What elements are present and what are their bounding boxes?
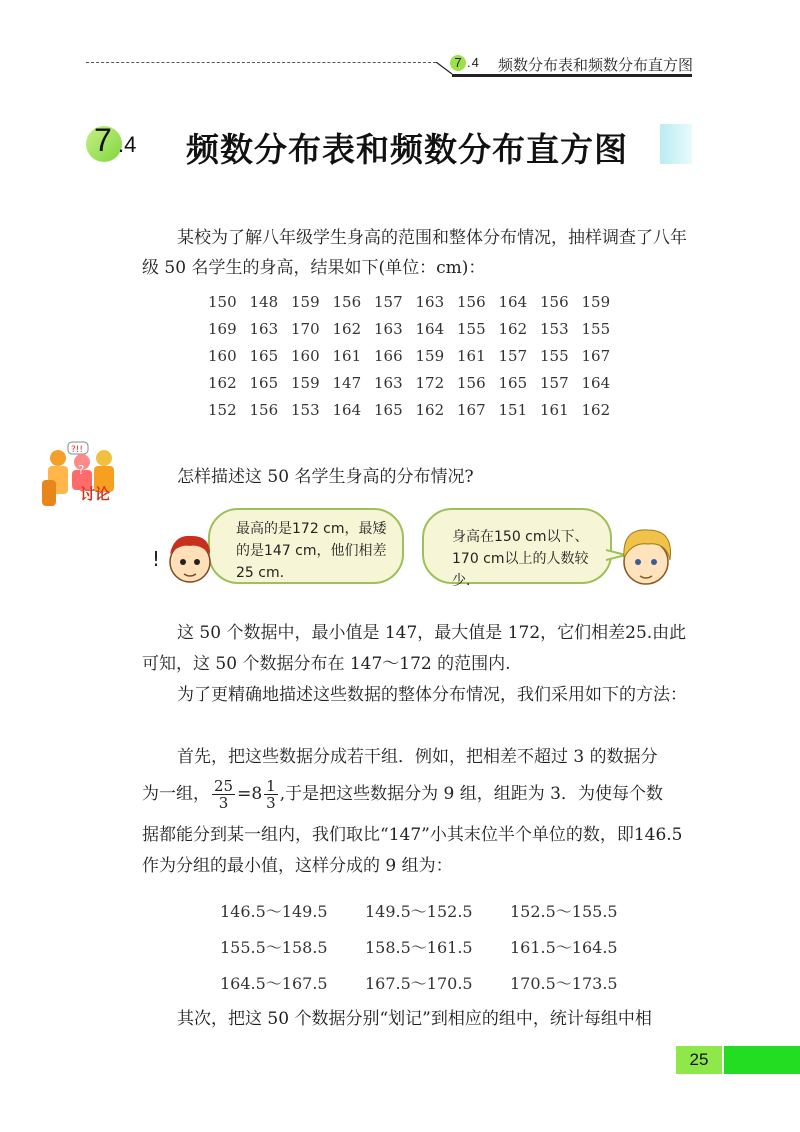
header-title: 频数分布表和频数分布直方图 [498,56,694,74]
height-value: 153 [291,400,320,419]
height-value: 163 [415,292,445,311]
height-value: 165 [374,400,403,419]
height-value: 156 [457,373,486,392]
height-value: 161 [457,346,486,365]
svg-text:!: ! [152,547,161,571]
speech-bubble-left: 最高的是172 cm，最矮的是147 cm，他们相差25 cm. [208,508,404,584]
header-section-number-rest: .4 [467,55,480,70]
table-row [208,315,623,342]
height-value: 156 [540,292,569,311]
height-value: 159 [415,346,445,365]
kid-icon [614,518,678,596]
group-interval: 170.5～173.5 [510,973,618,993]
height-value: 162 [208,373,237,392]
height-value: 160 [291,346,320,365]
height-value: 165 [249,373,279,392]
height-value: 169 [208,319,237,338]
group-interval: 155.5～158.5 [220,937,328,957]
height-value: 163 [374,373,403,392]
height-data-table [208,288,623,423]
height-value: 155 [581,319,611,338]
group-interval: 164.5～167.5 [220,973,328,993]
height-value: 161 [332,346,362,365]
height-value: 150 [208,292,237,311]
height-value: 148 [249,292,279,311]
group-interval: 161.5～164.5 [510,937,618,957]
paragraph-range: 这 50 个数据中，最小值是 147，最大值是 172，它们相差25.由此可知，这 50 个数据分布在 147～172 的范围内. [142,623,687,674]
group-intervals-table [220,892,655,1000]
height-value: 162 [498,319,528,338]
height-value: 159 [581,292,611,311]
section-number-rest: .4 [118,132,137,157]
group-interval: 167.5～170.5 [365,973,473,993]
paragraph-grouping-fraction-line [142,774,702,814]
height-value: 161 [540,400,569,419]
height-value: 164 [415,319,445,338]
section-title: 频数分布表和频数分布直方图 [186,130,628,169]
height-value: 157 [374,292,403,311]
height-value: 163 [249,319,279,338]
height-value: 165 [498,373,528,392]
height-value: 167 [457,400,486,419]
height-value: 157 [540,373,569,392]
table-row [208,396,623,423]
header-section-number: 7 [450,55,466,71]
height-value: 155 [457,319,486,338]
thinking-kid-icon [150,520,214,592]
height-value: 160 [208,346,237,365]
height-value: 152 [208,400,237,419]
section-number: 7 [94,122,112,158]
height-value: 164 [498,292,528,311]
speech-bubble-right: 身高在150 cm以下、170 cm以上的人数较少. [422,508,612,584]
page-number: 25 [676,1046,722,1074]
height-value: 165 [249,346,279,365]
group-interval: 149.5～152.5 [365,901,473,921]
header-rule [86,62,436,63]
paragraph-grouping-rest: 据都能分到某一组内，我们取比“147”小其末位半个单位的数，即146.5 作为分组的最小值，这样分成的 9 组为： [142,825,683,876]
paragraph-method: 为了更精确地描述这些数据的整体分布情况，我们采用如下的方法： [177,685,687,705]
height-value: 156 [249,400,279,419]
fraction-25-over-3: $\frac{25}{3}$ [214,777,234,812]
title-decoration [660,124,692,164]
table-row [208,342,623,369]
table-row [220,892,655,928]
svg-text:?!!: ?!! [71,445,83,455]
height-value: 159 [291,373,320,392]
height-value: 156 [332,292,362,311]
height-value: 156 [457,292,486,311]
height-value: 164 [332,400,362,419]
fraction-1-over-3: $\frac{1}{3}$ [266,777,276,812]
height-value: 164 [581,373,611,392]
table-row [220,964,655,1000]
height-value: 155 [540,346,569,365]
height-value: 170 [291,319,320,338]
height-value: 159 [291,292,320,311]
height-value: 157 [498,346,528,365]
group-interval: 146.5～149.5 [220,901,328,921]
height-value: 167 [581,346,611,365]
group-interval: 152.5～155.5 [510,901,618,921]
height-value: 162 [581,400,611,419]
height-value: 166 [374,346,403,365]
height-value: 162 [415,400,445,419]
discuss-label: 讨论 [80,485,111,503]
paragraph-grouping-line1: 首先，把这些数据分成若干组．例如，把相差不超过 3 的数据分 [177,747,658,767]
height-value: 151 [498,400,528,419]
table-row [220,928,655,964]
svg-text:?: ? [78,463,85,477]
height-value: 172 [415,373,445,392]
paragraph-tally: 其次，把这 50 个数据分别“划记”到相应的组中，统计每组中相 [177,1009,652,1029]
table-row [208,288,623,315]
grouping-pre-text: 为一组， [142,784,210,804]
height-value: 163 [374,319,403,338]
page-number-bar [724,1046,800,1074]
equals-eight: =8 [237,784,263,804]
group-interval: 158.5～161.5 [365,937,473,957]
discuss-question: 怎样描述这 50 名学生身高的分布情况? [177,467,474,487]
height-value: 162 [332,319,362,338]
height-value: 147 [332,373,362,392]
table-row [208,369,623,396]
intro-paragraph: 某校为了解八年级学生身高的范围和整体分布情况，抽样调查了八年级 50 名学生的身高，结果如下(单位：cm)： [142,228,687,278]
height-value: 153 [540,319,569,338]
grouping-post-text: ,于是把这些数据分为 9 组，组距为 3．为使每个数 [279,784,663,804]
